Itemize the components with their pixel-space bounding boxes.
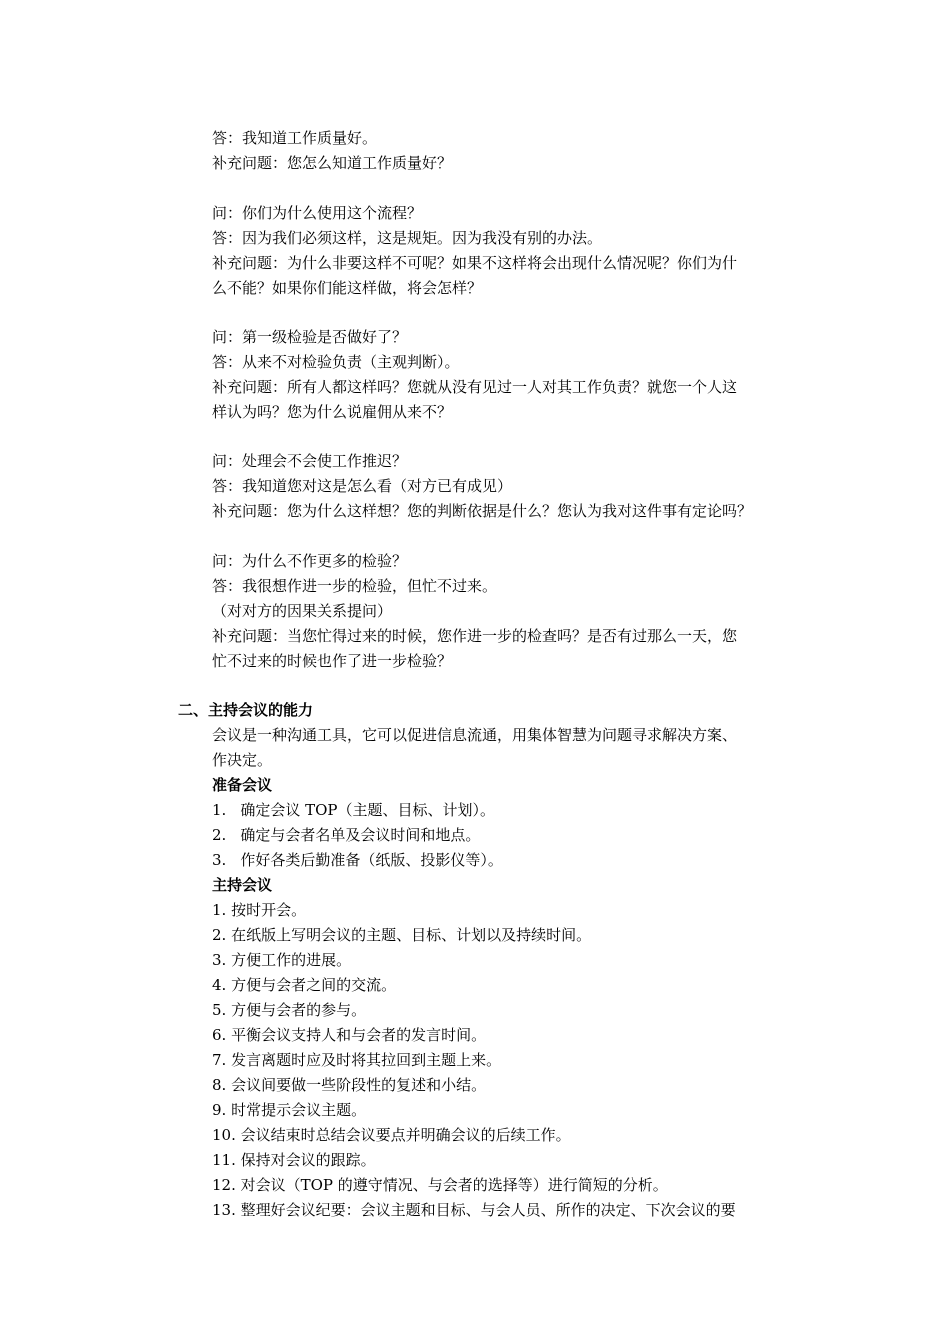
host-item: 11. 保持对会议的跟踪。 <box>212 1151 376 1169</box>
intro-line2: 作决定。 <box>212 751 273 769</box>
answer-4: 答：我知道您对这是怎么看（对方已有成见） <box>212 477 513 495</box>
section-heading: 二、主持会议的能力 <box>178 701 314 719</box>
followup-3-line1: 补充问题：所有人都这样吗？您就从没有见过一人对其工作负责？就您一个人这 <box>212 378 738 396</box>
host-item: 4. 方便与会者之间的交流。 <box>212 976 397 994</box>
followup-5-line2: 忙不过来的时候也作了进一步检验？ <box>212 652 453 670</box>
host-item: 9. 时常提示会议主题。 <box>212 1101 367 1119</box>
prep-item-text: 作好各类后勤准备（纸版、投影仪等）。 <box>240 851 503 869</box>
host-item: 8. 会议间要做一些阶段性的复述和小结。 <box>212 1076 487 1094</box>
prep-item-1 <box>212 800 495 820</box>
host-item: 12. 对会议（TOP 的遵守情况、与会者的选择等）进行简短的分析。 <box>212 1176 668 1194</box>
prep-subheading: 准备会议 <box>212 776 273 794</box>
host-subheading: 主持会议 <box>212 876 273 894</box>
prep-item-number: 3. <box>212 851 227 869</box>
followup-2-line1: 补充问题：为什么非要这样不可呢？如果不这样将会出现什么情况呢？你们为什 <box>212 254 738 272</box>
prep-item-number: 1. <box>212 801 227 819</box>
host-item: 7. 发言离题时应及时将其拉回到主题上来。 <box>212 1051 502 1069</box>
host-item: 5. 方便与会者的参与。 <box>212 1001 367 1019</box>
question-3: 问：第一级检验是否做好了？ <box>212 328 408 346</box>
host-item: 3. 方便工作的进展。 <box>212 951 352 969</box>
intro-line1: 会议是一种沟通工具，它可以促进信息流通，用集体智慧为问题寻求解决方案、 <box>212 726 738 744</box>
prep-item-3 <box>212 850 503 870</box>
followup-5-line1: 补充问题：当您忙得过来的时候，您作进一步的检查吗？是否有过那么一天，您 <box>212 627 738 645</box>
answer-1: 答：我知道工作质量好。 <box>212 129 378 147</box>
note-5: （对对方的因果关系提问） <box>212 602 393 620</box>
prep-item-text: 确定会议 TOP（主题、目标、计划）。 <box>240 801 495 819</box>
host-item: 10. 会议结束时总结会议要点并明确会议的后续工作。 <box>212 1126 571 1144</box>
followup-2-line2: 么不能？如果你们能这样做，将会怎样？ <box>212 279 483 297</box>
followup-3-line2: 样认为吗？您为什么说雇佣从来不？ <box>212 403 453 421</box>
prep-item-2 <box>212 825 480 845</box>
question-2: 问：你们为什么使用这个流程？ <box>212 204 423 222</box>
followup-1: 补充问题：您怎么知道工作质量好？ <box>212 154 453 172</box>
prep-item-text: 确定与会者名单及会议时间和地点。 <box>240 826 481 844</box>
host-item: 6. 平衡会议支持人和与会者的发言时间。 <box>212 1026 487 1044</box>
host-item: 13. 整理好会议纪要：会议主题和目标、与会人员、所作的决定、下次会议的要 <box>212 1201 736 1219</box>
followup-4: 补充问题：您为什么这样想？您的判断依据是什么？您认为我对这件事有定论吗？ <box>212 502 753 520</box>
host-item: 1. 按时开会。 <box>212 901 307 919</box>
answer-5: 答：我很想作进一步的检验，但忙不过来。 <box>212 577 498 595</box>
prep-item-number: 2. <box>212 826 227 844</box>
answer-2: 答：因为我们必须这样，这是规矩。因为我没有别的办法。 <box>212 229 603 247</box>
question-4: 问：处理会不会使工作推迟？ <box>212 452 408 470</box>
question-5: 问：为什么不作更多的检验？ <box>212 552 408 570</box>
host-item: 2. 在纸版上写明会议的主题、目标、计划以及持续时间。 <box>212 926 592 944</box>
answer-3: 答：从来不对检验负责（主观判断）。 <box>212 353 460 371</box>
